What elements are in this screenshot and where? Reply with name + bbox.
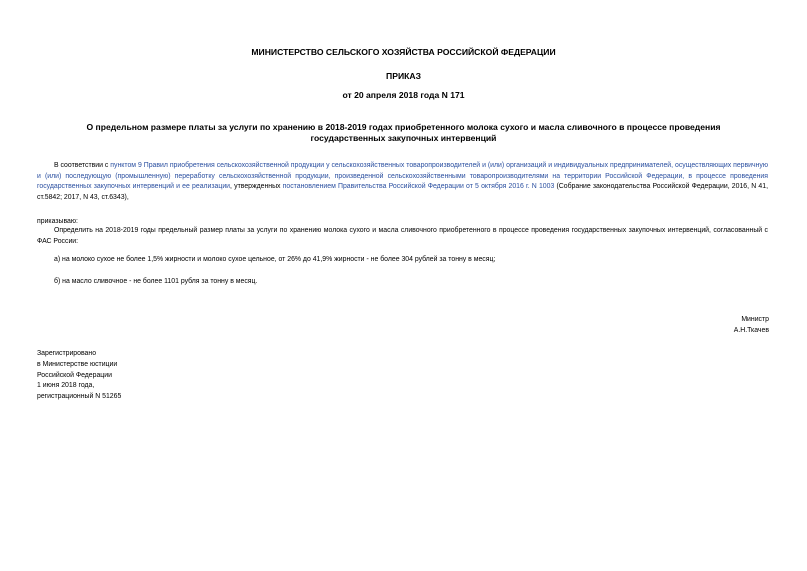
determine-paragraph: Определить на 2018-2019 годы предельный размер платы за услуги по хранению молока сухого и масла сливочного приобретенного в процессе проведения государственных закупочных интервенций, согласованный с ФАС России: <box>37 227 768 245</box>
registration-line-2: в Министерстве юстиции <box>37 360 118 368</box>
preamble-middle: , утвержденных <box>230 183 283 191</box>
preamble-paragraph <box>37 161 768 204</box>
list-item-a: а) на молоко сухое не более 1,5% жирности и молоко сухое цельное, от 26% до 41,9% жирности - не более 304 рублей за тонну в месяц; <box>54 256 496 263</box>
registration-line-4: 1 июня 2018 года, <box>37 382 95 390</box>
signatory-name: А.Н.Ткачев <box>733 326 769 334</box>
signatory-position: Министр <box>741 316 769 323</box>
decree-word: приказываю: <box>37 218 78 225</box>
government-resolution-link[interactable]: постановлением Правительства Российской Федерации от 5 октября 2016 г. N 1003 <box>282 183 555 191</box>
registration-block <box>37 349 121 403</box>
preamble-suffix: (Собрание законодательства Российской Федерации, 2016, N 41, ст.5842; 2017, N 43, ст.6343), <box>37 183 768 202</box>
order-date-heading: от 20 апреля 2018 года N 171 <box>342 90 465 100</box>
order-kind-heading: ПРИКАЗ <box>386 71 421 81</box>
document-title: О предельном размере платы за услуги по хранению в 2018-2019 годах приобретенного молока сухого и масла сливочного в процессе проведения государственных закупочных интервенций <box>86 122 721 143</box>
registration-line-3: Российской Федерации <box>37 371 112 379</box>
ministry-heading: МИНИСТЕРСТВО СЕЛЬСКОГО ХОЗЯЙСТВА РОССИЙСКОЙ ФЕДЕРАЦИИ <box>251 47 556 57</box>
rules-link[interactable]: пунктом 9 Правил приобретения сельскохозяйственной продукции у сельскохозяйственных товаропроизводителей и (или) организаций и индивидуальных предпринимателей, осуществляющих первичную и (или) последующую (промышленную) переработку сельскохозяйственной продукции, произведенной сельскохозяйственными товаропроизводителями на территории Российской Федерации, в процессе проведения государственных закупочных интервенций и ее реализации <box>37 162 769 191</box>
list-item-b: б) на масло сливочное - не более 1101 рубля за тонну в месяц. <box>54 278 258 285</box>
signature-block <box>734 315 769 337</box>
registration-line-1: Зарегистрировано <box>37 350 97 357</box>
registration-line-5: регистрационный N 51265 <box>37 393 122 401</box>
preamble-prefix: В соответствии с <box>54 162 111 169</box>
